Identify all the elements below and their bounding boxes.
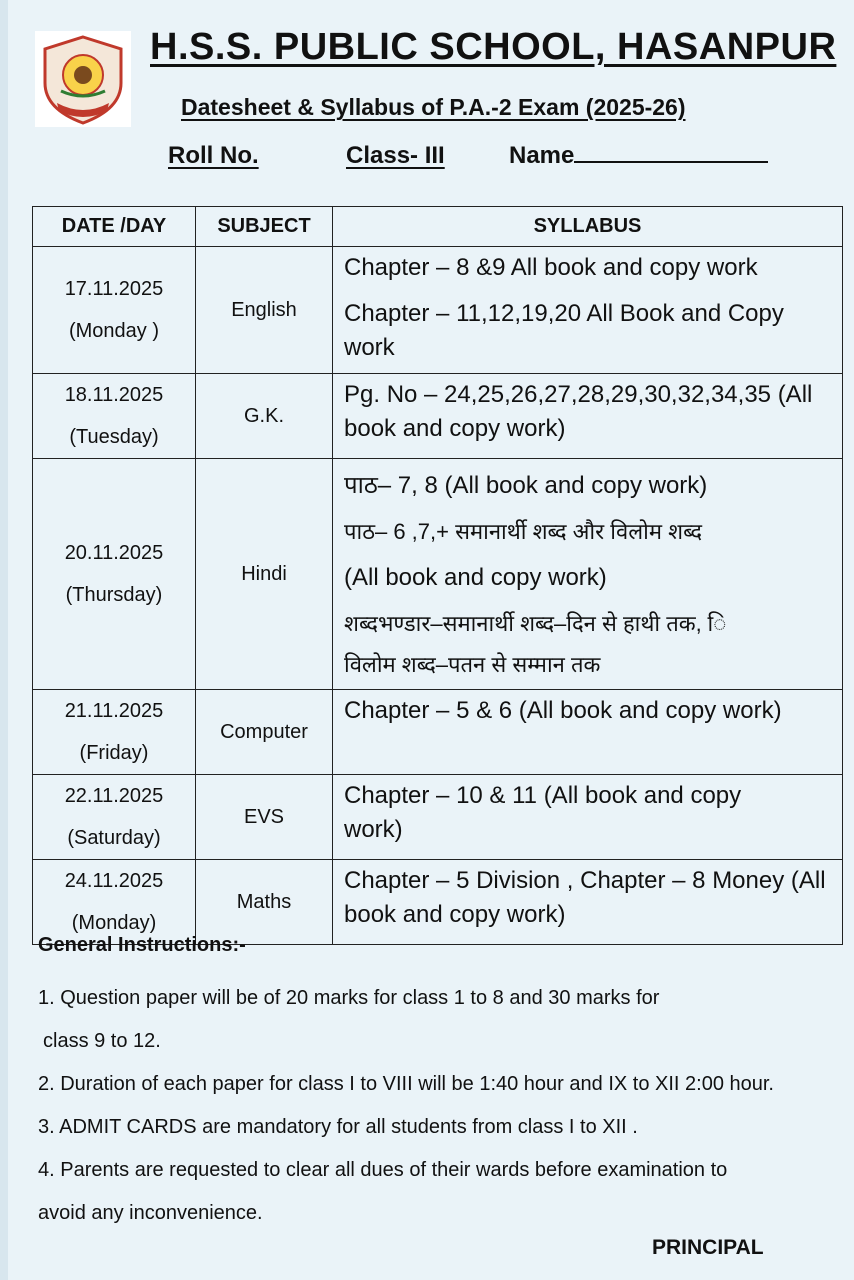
subject-cell: EVS <box>196 775 333 860</box>
class-label: Class- III <box>346 142 445 169</box>
syllabus-line: विलोम शब्द–पतन से सम्मान तक <box>344 652 601 677</box>
exam-day: (Saturday) <box>67 827 161 849</box>
syllabus-cell <box>333 860 843 945</box>
exam-date: 17.11.2025 <box>64 278 164 300</box>
exam-date: 21.11.2025 <box>64 700 164 722</box>
syllabus-line: पाठ– 6 ,7,+ समानार्थी शब्द और विलोम शब्द <box>344 519 703 544</box>
syllabus-cell <box>333 775 843 860</box>
instruction-line: avoid any inconvenience. <box>38 1202 263 1224</box>
syllabus-cell <box>333 374 843 459</box>
subject-cell: English <box>196 247 333 374</box>
exam-date: 24.11.2025 <box>64 870 164 892</box>
syllabus-line: Chapter – 5 Division , Chapter – 8 Money (All book and copy work) <box>344 867 826 928</box>
name-blank-line <box>574 161 768 163</box>
column-header-subject: SUBJECT <box>196 207 333 247</box>
table-row <box>33 459 843 690</box>
subject-cell: G.K. <box>196 374 333 459</box>
table-row <box>33 860 843 945</box>
exam-day: (Monday ) <box>68 320 160 342</box>
instruction-line: 2. Duration of each paper for class I to VIII will be 1:40 hour and IX to XII 2:00 hour. <box>38 1073 774 1095</box>
subject-cell: Computer <box>196 690 333 775</box>
table-row <box>33 775 843 860</box>
syllabus-line: शब्दभण्डार–समानार्थी शब्द–दिन से हाथी तक, ि <box>344 611 727 636</box>
datesheet-table <box>32 206 843 945</box>
syllabus-line: पाठ– 7, 8 (All book and copy work) <box>344 472 708 499</box>
table-header-row <box>33 207 843 247</box>
subject-cell: Maths <box>196 860 333 945</box>
exam-day: (Friday) <box>79 742 149 764</box>
exam-day: (Tuesday) <box>69 426 159 448</box>
subject-cell: Hindi <box>196 459 333 690</box>
page-edge <box>0 0 8 1280</box>
instruction-line: 1. Question paper will be of 20 marks for class 1 to 8 and 30 marks for <box>38 987 660 1009</box>
syllabus-line: Chapter – 10 & 11 (All book and copy work) <box>344 782 742 843</box>
syllabus-cell <box>333 690 843 775</box>
syllabus-line: Chapter – 5 & 6 (All book and copy work) <box>344 697 782 724</box>
table-row <box>33 247 843 374</box>
date-cell <box>33 860 196 945</box>
syllabus-cell <box>333 459 843 690</box>
instruction-line: 4. Parents are requested to clear all dues of their wards before examination to <box>38 1159 728 1181</box>
table-row <box>33 374 843 459</box>
date-cell <box>33 775 196 860</box>
instructions-heading: General Instructions:- <box>38 934 246 956</box>
exam-subtitle: Datesheet & Syllabus of P.A.-2 Exam (2025-26) <box>181 94 686 120</box>
syllabus-cell <box>333 247 843 374</box>
roll-label: Roll No. <box>168 142 259 169</box>
class-field <box>346 142 505 170</box>
syllabus-line: Chapter – 11,12,19,20 All Book and Copy work <box>344 300 784 361</box>
syllabus-line: Pg. No – 24,25,26,27,28,29,30,32,34,35 (All book and copy work) <box>344 381 813 442</box>
name-field <box>509 142 768 170</box>
date-cell <box>33 247 196 374</box>
instruction-line: 3. ADMIT CARDS are mandatory for all students from class I to XII . <box>38 1116 638 1138</box>
exam-day: (Monday) <box>71 912 157 934</box>
exam-date: 22.11.2025 <box>64 785 164 807</box>
exam-date: 20.11.2025 <box>64 542 164 564</box>
date-cell <box>33 690 196 775</box>
syllabus-line: Chapter – 8 &9 All book and copy work <box>344 254 758 281</box>
column-header-date: DATE /DAY <box>33 207 196 247</box>
roll-number-field <box>168 142 339 170</box>
date-cell <box>33 459 196 690</box>
name-label: Name <box>509 142 575 169</box>
principal-signature: PRINCIPAL <box>652 1236 764 1259</box>
table-row <box>33 690 843 775</box>
column-header-syllabus: SYLLABUS <box>333 207 843 247</box>
school-name: H.S.S. PUBLIC SCHOOL, HASANPUR <box>150 26 837 68</box>
syllabus-line: (All book and copy work) <box>344 564 607 591</box>
instruction-line: class 9 to 12. <box>43 1030 161 1052</box>
exam-day: (Thursday) <box>65 584 163 606</box>
general-instructions <box>38 934 838 1235</box>
date-cell <box>33 374 196 459</box>
exam-date: 18.11.2025 <box>64 384 164 406</box>
school-logo <box>35 31 131 127</box>
